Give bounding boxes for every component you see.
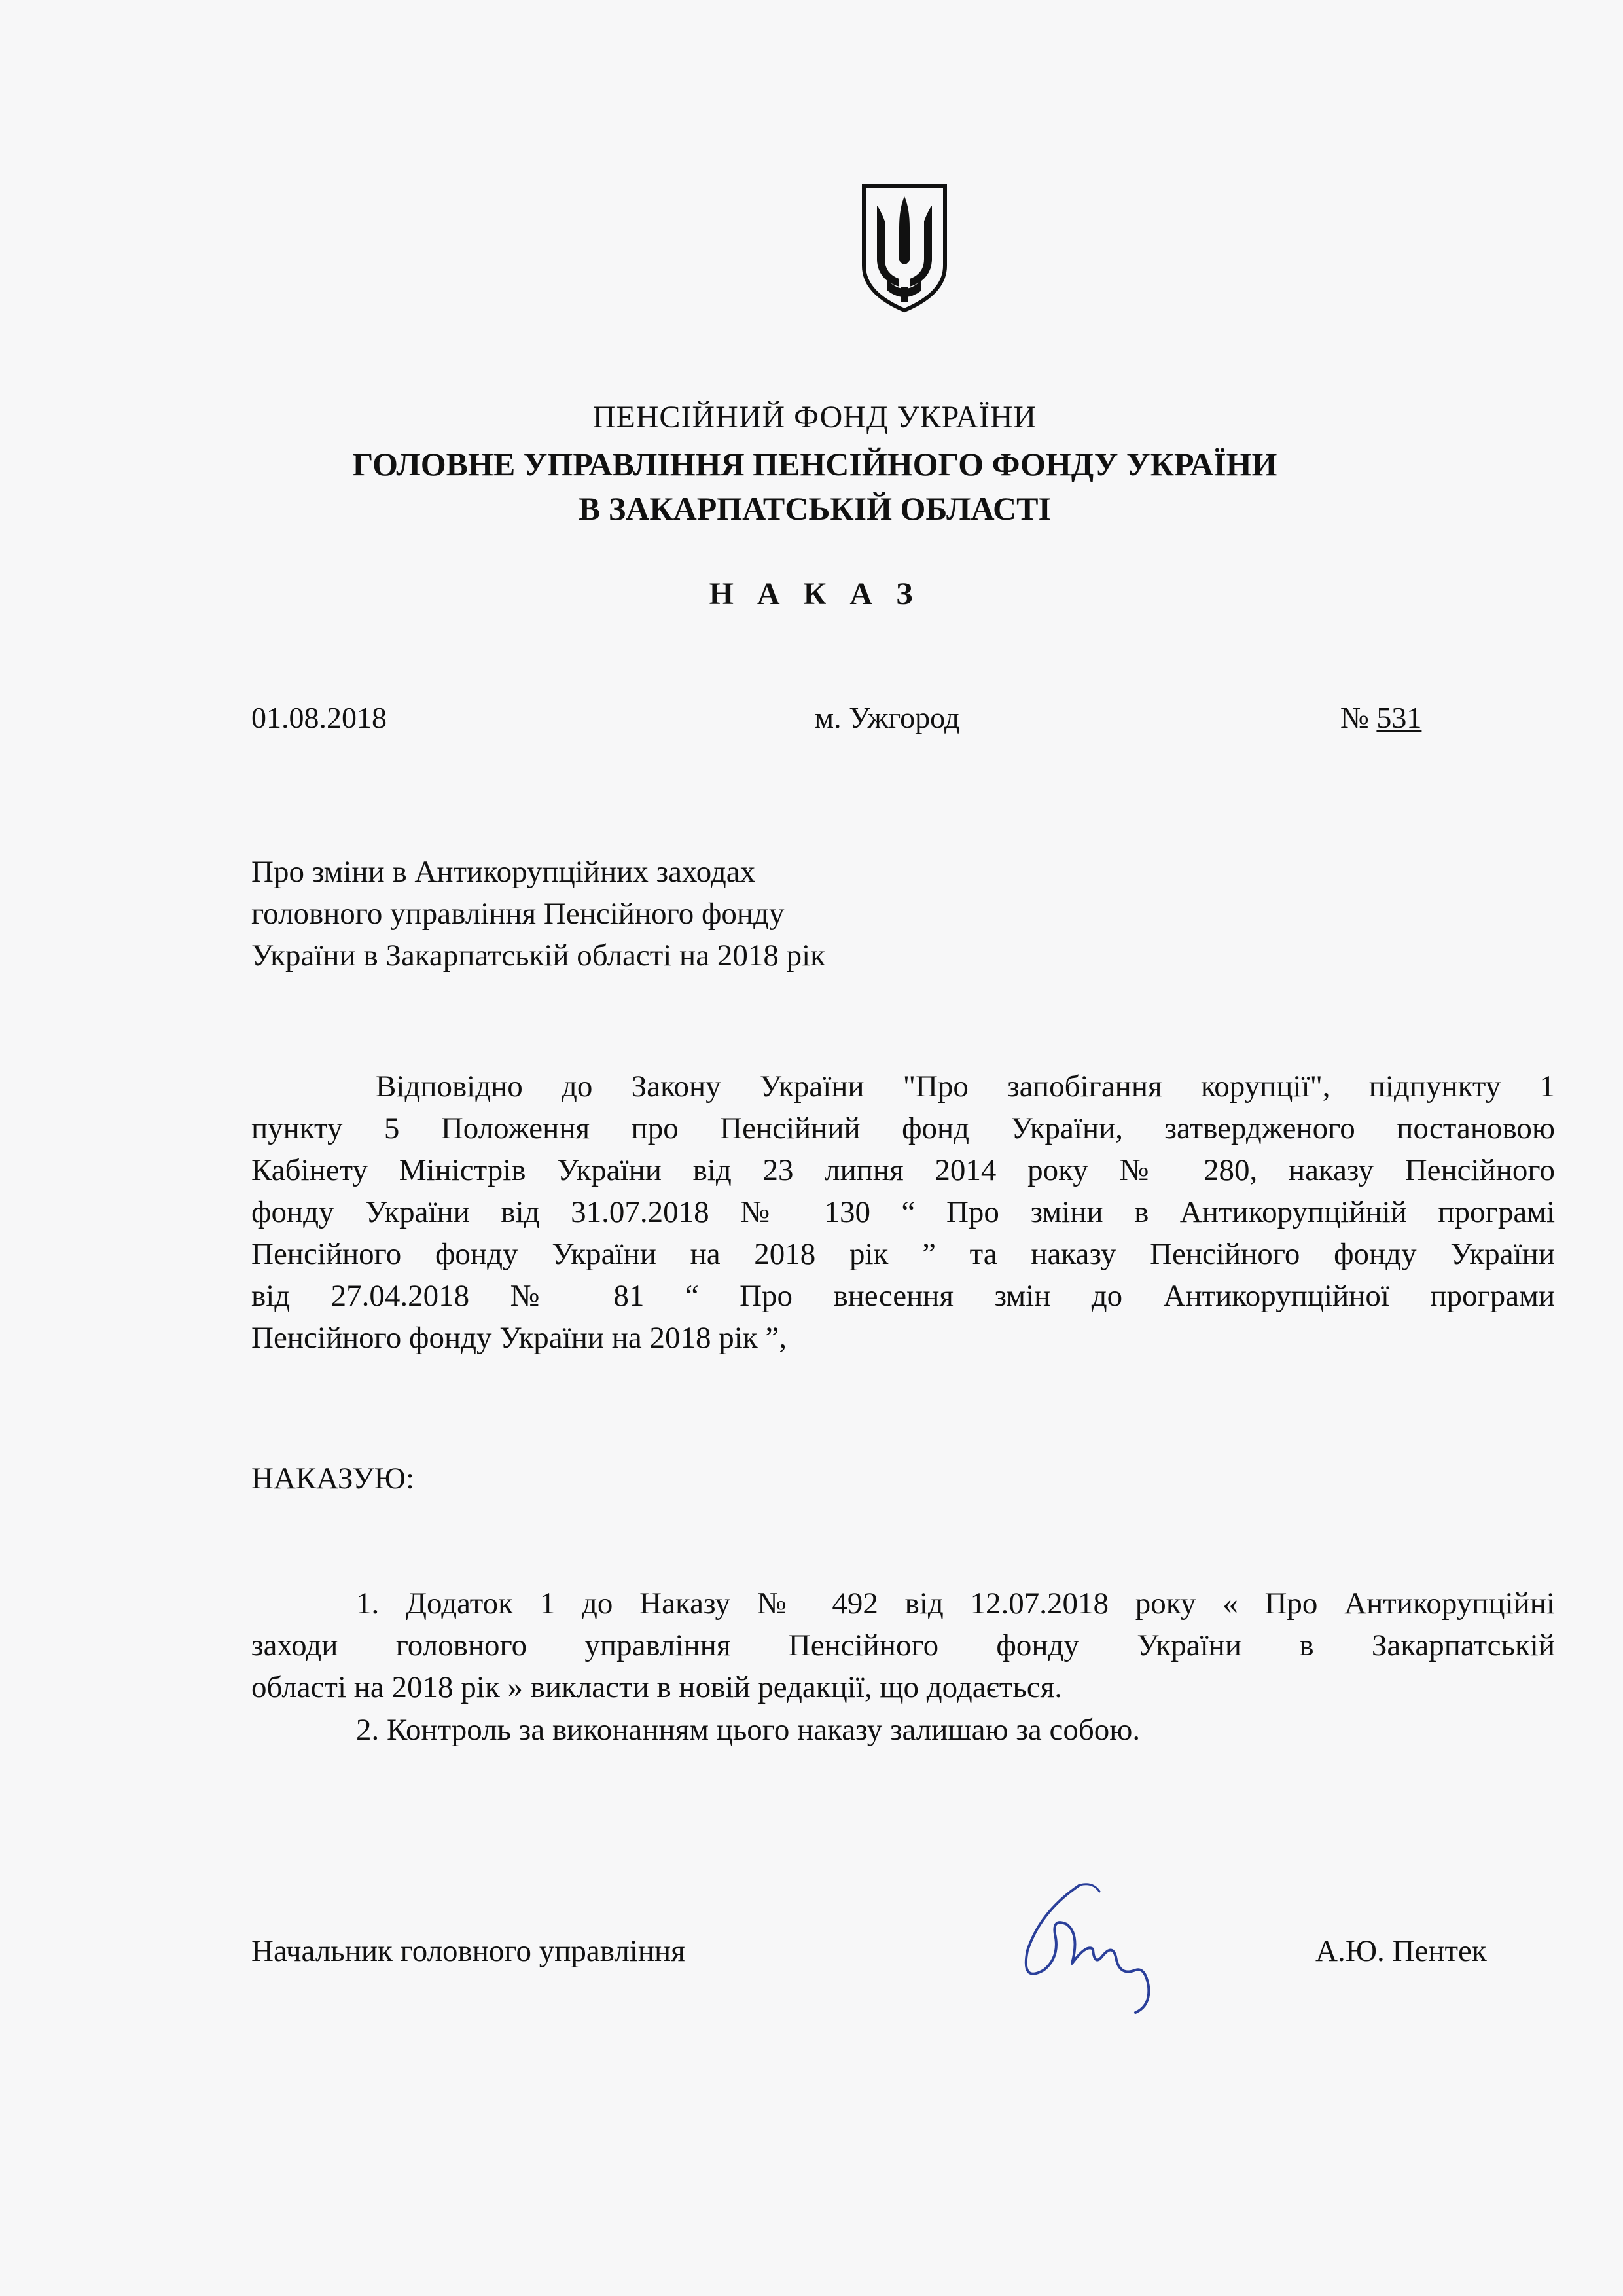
item-line: 1. Додаток 1 до Наказу № 492 від 12.07.2018 року « Про Антикорупційні (356, 1587, 1555, 1621)
header-department-name: ГОЛОВНЕ УПРАВЛІННЯ ПЕНСІЙНОГО ФОНДУ УКРАЇНИ (352, 446, 1277, 482)
item-line: області на 2018 рік » викласти в новій редакції, що додається. (251, 1670, 1062, 1704)
subject-line: Про зміни в Антикорупційних заходах (251, 855, 756, 889)
preamble-line: Кабінету Міністрів України від 23 липня 2014 року № 280, наказу Пенсійного (251, 1153, 1555, 1187)
document-city: м. Ужгород (815, 701, 960, 734)
order-word: НАКАЗУЮ: (251, 1462, 415, 1496)
number-prefix: № (1340, 701, 1369, 734)
document-type-title: Н А К А З (709, 577, 921, 611)
handwritten-signature (982, 1872, 1185, 2022)
signatory-title: Начальник головного управління (251, 1934, 685, 1968)
subject-line: України в Закарпатській області на 2018 рік (251, 939, 825, 973)
order-item-1 (251, 1583, 1555, 1708)
subject-line: головного управління Пенсійного фонду (251, 897, 785, 931)
signatory-name: А.Ю. Пентек (1315, 1934, 1487, 1968)
preamble-paragraph (251, 1066, 1555, 1359)
preamble-line: Пенсійного фонду України на 2018 рік ” та наказу Пенсійного фонду України (251, 1237, 1555, 1271)
preamble-line: Відповідно до Закону України "Про запобігання корупції", підпункту 1 (376, 1069, 1555, 1103)
preamble-line: фонду України від 31.07.2018 № 130 “ Про зміни в Антикорупційній програмі (251, 1195, 1555, 1229)
preamble-line: пункту 5 Положення про Пенсійний фонд України, затвердженого постановою (251, 1111, 1555, 1145)
document-date: 01.08.2018 (251, 701, 387, 734)
preamble-line: від 27.04.2018 № 81 “ Про внесення змін до Антикорупційної програми (251, 1279, 1555, 1313)
item-line: заходи головного управління Пенсійного фонду України в Закарпатській (251, 1628, 1555, 1662)
preamble-line: Пенсійного фонду України на 2018 рік ”, (251, 1321, 787, 1355)
document-subject (251, 851, 1037, 977)
number-value: 531 (1376, 701, 1422, 734)
trident-emblem-icon (859, 182, 950, 313)
header-fund-name: ПЕНСІЙНИЙ ФОНД УКРАЇНИ (592, 400, 1037, 435)
header-region-name: В ЗАКАРПАТСЬКІЙ ОБЛАСТІ (579, 490, 1051, 527)
order-item-2: 2. Контроль за виконанням цього наказу залишаю за собою. (356, 1713, 1141, 1747)
document-number (1340, 700, 1421, 735)
